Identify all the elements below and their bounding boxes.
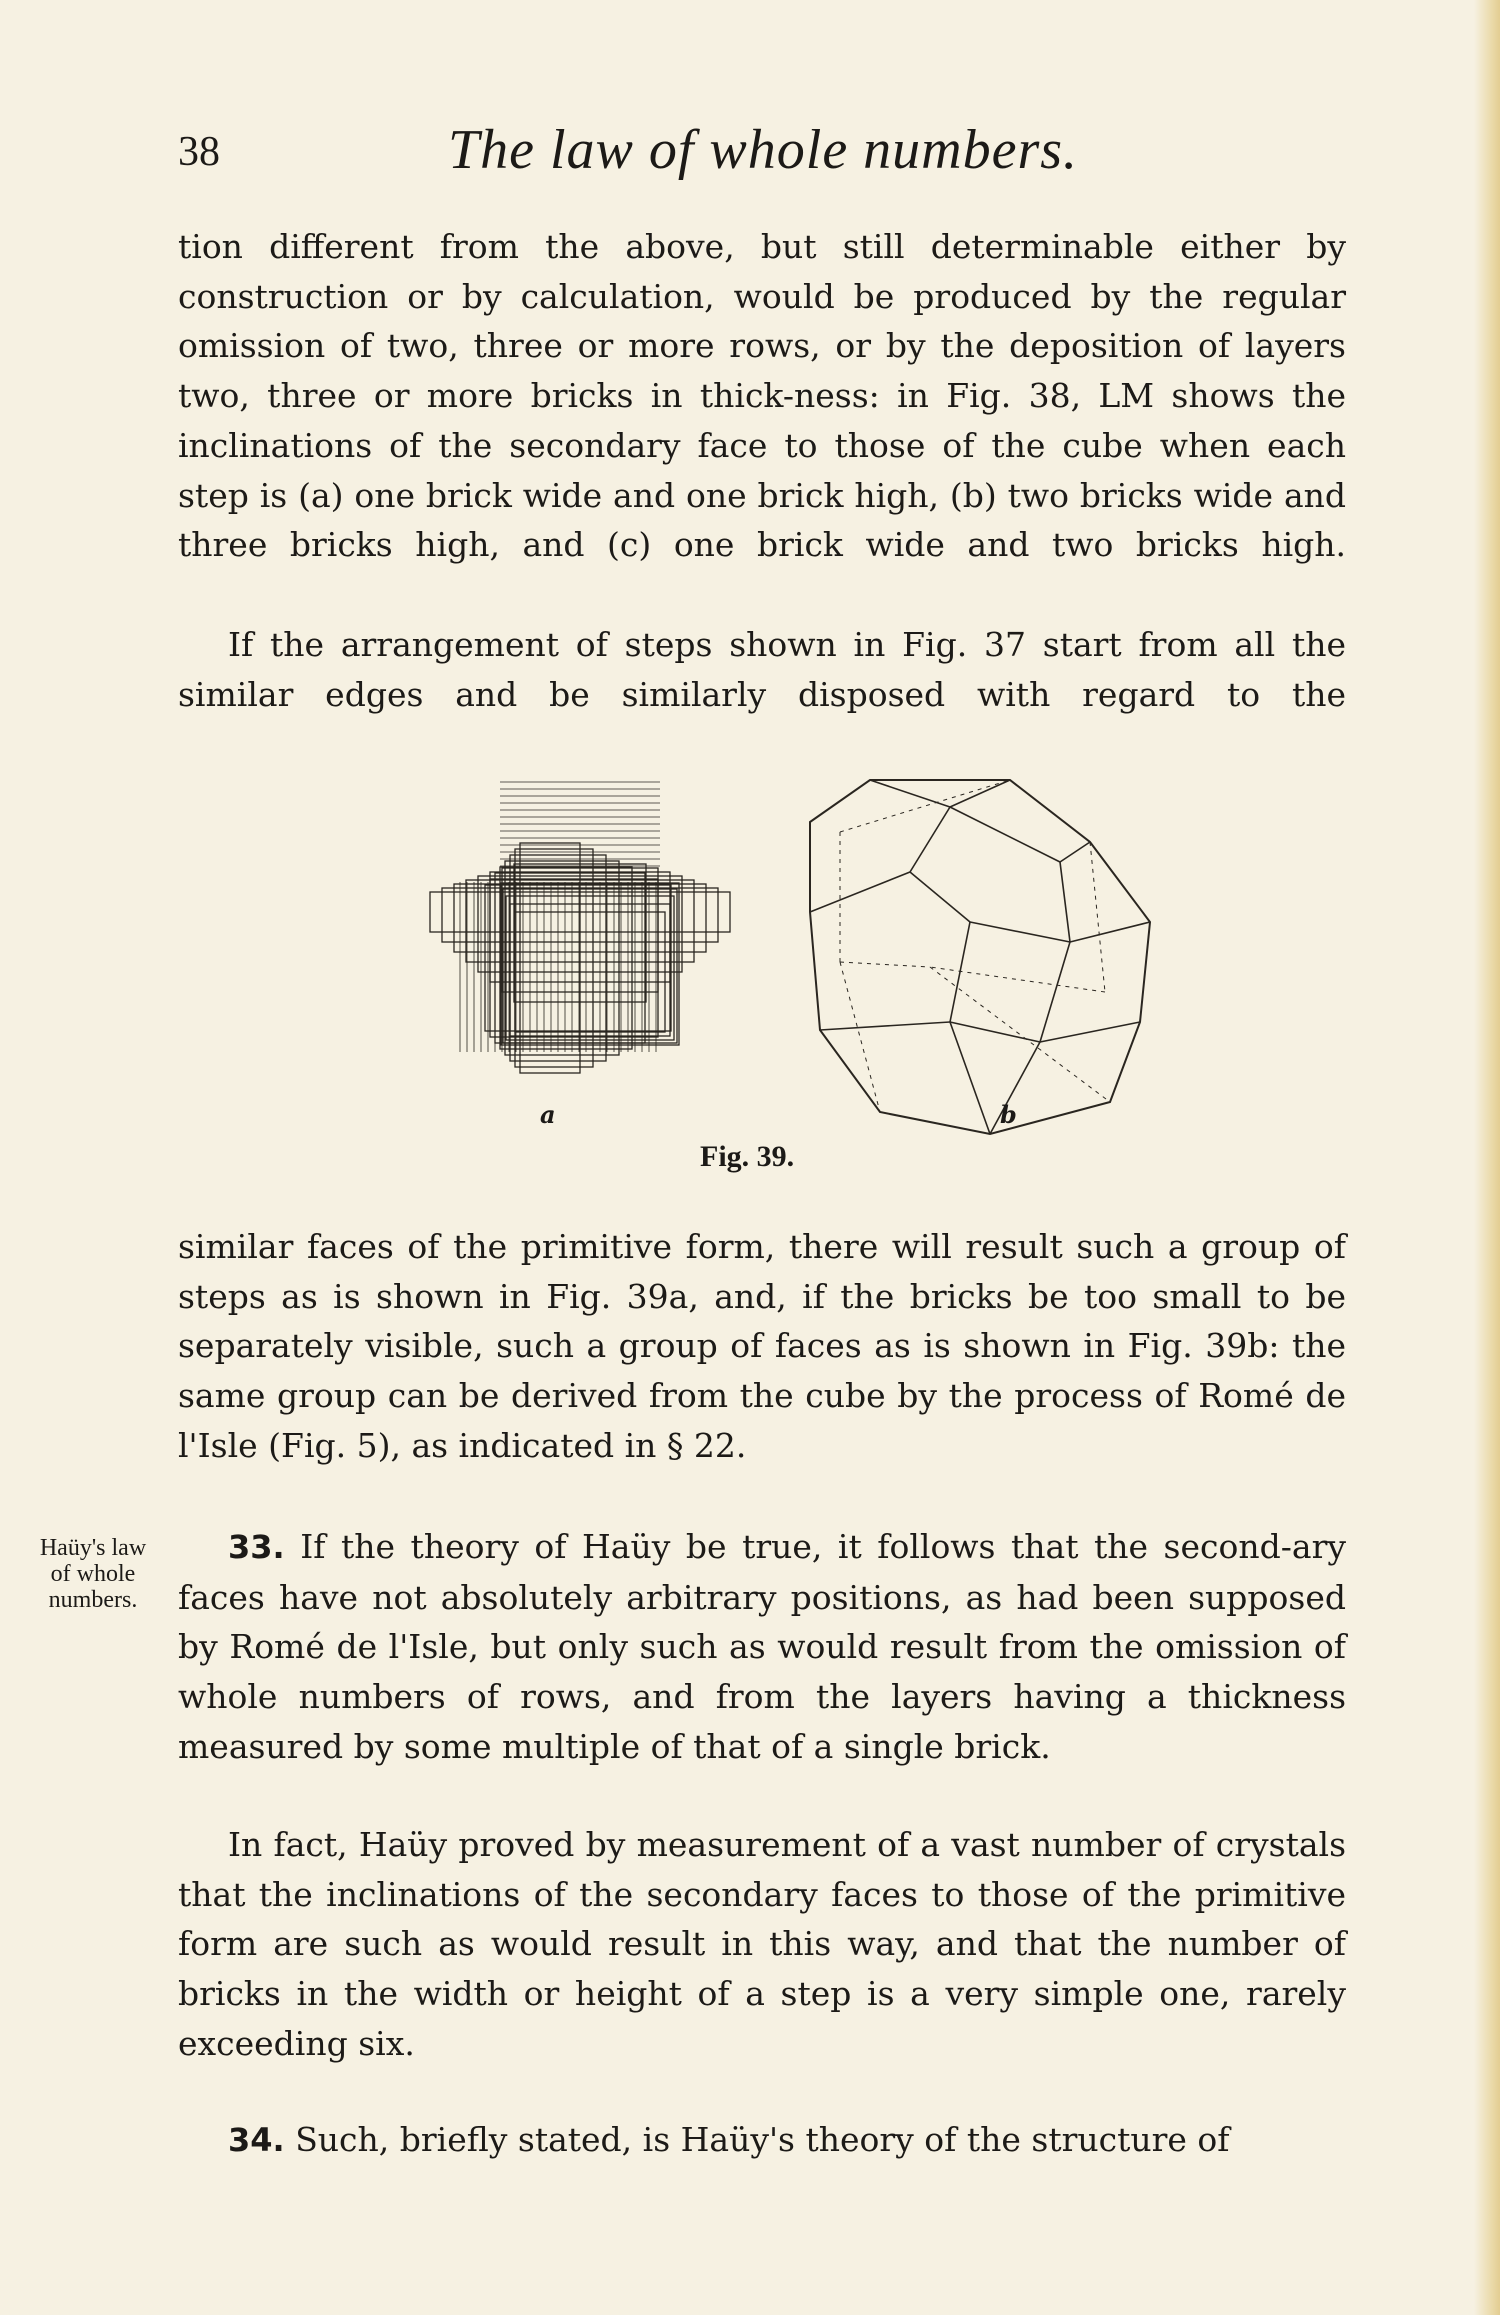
paragraph-measurement: In fact, Haüy proved by measurement of a vast number of crystals that the inclinations of the secondary faces to those of the primitive form are such as would result in this way, and that the number of bricks in the width or height of a step is a very simple one, rarely exceeding six. (178, 1825, 1346, 2063)
figure-label-a: a (540, 1100, 556, 1129)
section-number: 34. (228, 2121, 285, 2159)
brick-step-vertical (495, 873, 645, 1043)
margin-note (10, 1535, 176, 1613)
polyhedron-outline (810, 780, 1150, 1134)
section-34-text: Such, briefly stated, is Haüy's theory of the structure of (295, 2120, 1230, 2159)
brick-step-vertical (515, 849, 593, 1067)
brick-step-vertical (485, 885, 671, 1031)
brick-step-vertical (505, 861, 619, 1055)
section-33-text: If the theory of Haüy be true, it follows that the second-ary faces have not absolutely arbitrary positions, as had been supposed by Romé de l'Isle, but only such as would result from the omission of whole numbers of rows, and from the layers having a thickness measured by some multiple of that of a single brick. (178, 1527, 1346, 1766)
figure-39-drawing (370, 762, 1170, 1142)
figure-label-b: b (1000, 1100, 1017, 1129)
paragraph-section-33 (178, 1522, 1346, 1772)
figure-39 (370, 762, 1170, 1182)
section-number: 33. (228, 1528, 285, 1566)
paragraph-similar-faces: similar faces of the primitive form, there will result such a group of steps as is shown in Fig. 39a, and, if the bricks be too small to be separately visible, such a group of faces as is shown in Fig. 39b: the same group can be derived from the cube by the process of Romé de l'Isle (Fig. 5), as indicated in § 22. (178, 1227, 1346, 1465)
brick-step-front (501, 883, 679, 1045)
brick-step-vertical (520, 843, 580, 1073)
running-title: The law of whole numbers. (447, 119, 1079, 181)
paragraph-continuation: tion different from the above, but still determinable either by construction or by calculation, would be produced by the regular omission of two, three or more rows, or by the deposition of layers two, three or more bricks in thick-ness: in Fig. 38, LM shows the inclinations of the secondary face to those of the cube when each step is (a) one brick wide and one brick high, (b) two bricks wide and three bricks high, and (c) one brick wide and two bricks high. (178, 227, 1346, 565)
page-header (178, 118, 1348, 188)
page-edge-shadow (1474, 0, 1500, 2315)
polyhedron-edges (810, 780, 1150, 1134)
page-number: 38 (178, 129, 220, 175)
paragraph-arrangement: If the arrangement of steps shown in Fig. 37 start from all the similar edges and be similarly disposed with regard to the (178, 625, 1346, 714)
paragraph-section-34 (178, 2115, 1346, 2166)
margin-note-line: Haüy's law (39, 1535, 147, 1561)
figure-caption: Fig. 39. (700, 1140, 795, 1173)
margin-note-line: of whole (50, 1561, 136, 1587)
margin-note-line: numbers. (48, 1587, 138, 1613)
stepped-brick-group (430, 782, 730, 1073)
